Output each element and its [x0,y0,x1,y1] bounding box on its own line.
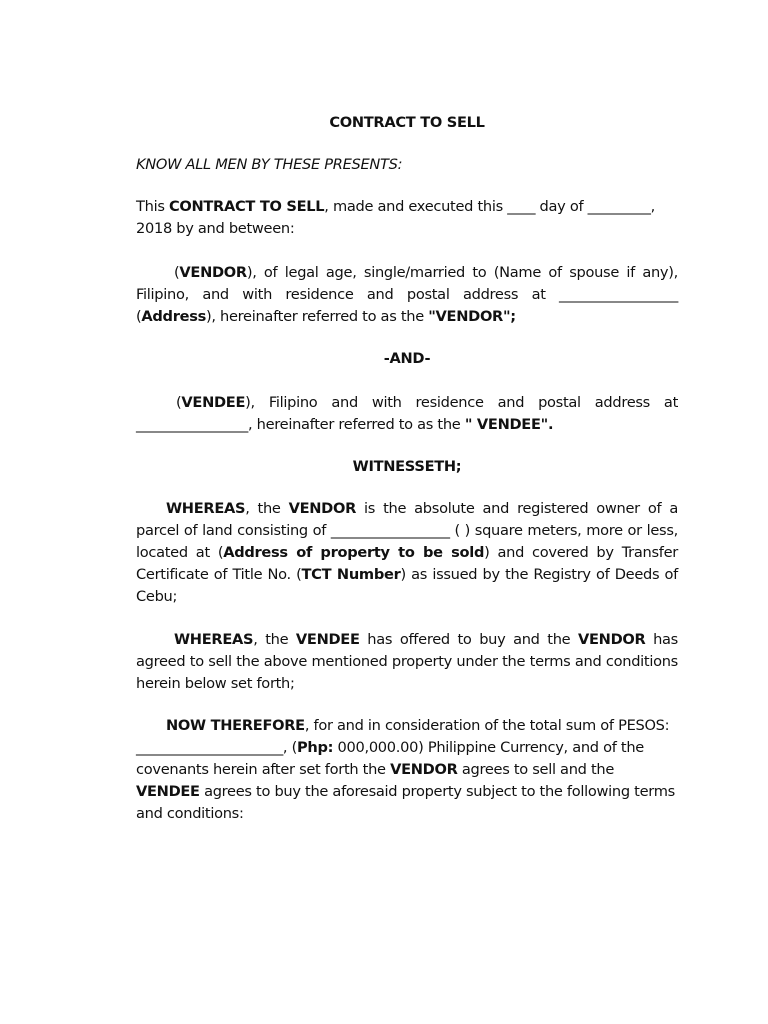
witnesseth-heading: WITNESSETH; [352,458,462,475]
document-title: CONTRACT TO SELL [329,114,485,131]
whereas2-vendee-bold: VENDEE [295,631,360,648]
now-therefore-paragraph [136,715,678,825]
vendee-quoted-bold: " VENDEE". [464,416,554,433]
vendee-bold: VENDEE [181,394,246,411]
vendor-address-bold: Address [141,308,206,325]
now-therefore-vendor-bold: VENDOR [390,761,458,778]
vendee-open: ( [176,394,182,411]
whereas2-vendor-bold: VENDOR [578,631,646,648]
whereas-offer-paragraph [136,629,678,695]
vendee-text-1: ), Filipino and with residence and postal address at ________________, hereinafter referred to as the [136,394,678,433]
now-therefore-bold: NOW THEREFORE [166,717,305,734]
whereas-vendor-bold: VENDOR [288,500,357,517]
whereas-tct-bold: TCT Number [301,566,401,583]
whereas-owner-paragraph [136,498,678,608]
whereas2-text-1: , the [253,631,296,648]
document-page [136,112,678,825]
vendor-quoted-bold: "VENDOR"; [428,308,516,325]
vendor-paragraph [136,262,678,328]
now-therefore-text-3: agrees to sell and the [457,761,615,778]
whereas2-text-2: has offered to buy and the [359,631,578,648]
intro-text-2: , made and executed this ____ day of _________, 2018 by and between: [136,198,655,237]
intro-text-1: This [136,198,169,215]
whereas-address-bold: Address of property to be sold [223,544,485,561]
intro-contract-bold: CONTRACT TO SELL [168,198,325,215]
whereas-text-2: is the absolute and registered owner of a parcel of land consisting of _________________ ( ) square meters, more or less, located at ( [136,500,678,561]
now-therefore-vendee-bold: VENDEE [136,783,200,800]
know-all-men-heading: KNOW ALL MEN BY THESE PRESENTS: [136,156,403,173]
whereas2-bold: WHEREAS [174,631,254,648]
whereas-text-1: , the [245,500,289,517]
vendor-text-1: ), of legal age, single/married to (Name of spouse if any), Filipino, and with residence and postal address at _________________ ( [136,264,678,325]
whereas-text-4: ) as issued by the Registry of Deeds of Cebu; [136,566,678,605]
vendee-paragraph [136,392,678,436]
intro-paragraph [136,196,678,240]
vendor-bold: VENDOR [179,264,247,281]
whereas-text-3: ) and covered by Transfer Certificate of Title No. ( [136,544,678,583]
and-separator: -AND- [383,350,431,367]
php-bold: Php: [297,739,334,756]
now-therefore-text-1: , for and in consideration of the total sum of PESOS: _____________________, ( [136,717,670,756]
now-therefore-text-4: agrees to buy the aforesaid property subject to the following terms and conditions: [136,783,675,822]
whereas2-text-3: has agreed to sell the above mentioned property under the terms and conditions herein below set forth; [136,631,678,692]
vendor-open: ( [174,264,180,281]
now-therefore-text-2: 000,000.00) Philippine Currency, and of the covenants herein after set forth the [136,739,644,778]
vendor-text-2: ), hereinafter referred to as the [205,308,429,325]
whereas-bold-1: WHEREAS [166,500,246,517]
